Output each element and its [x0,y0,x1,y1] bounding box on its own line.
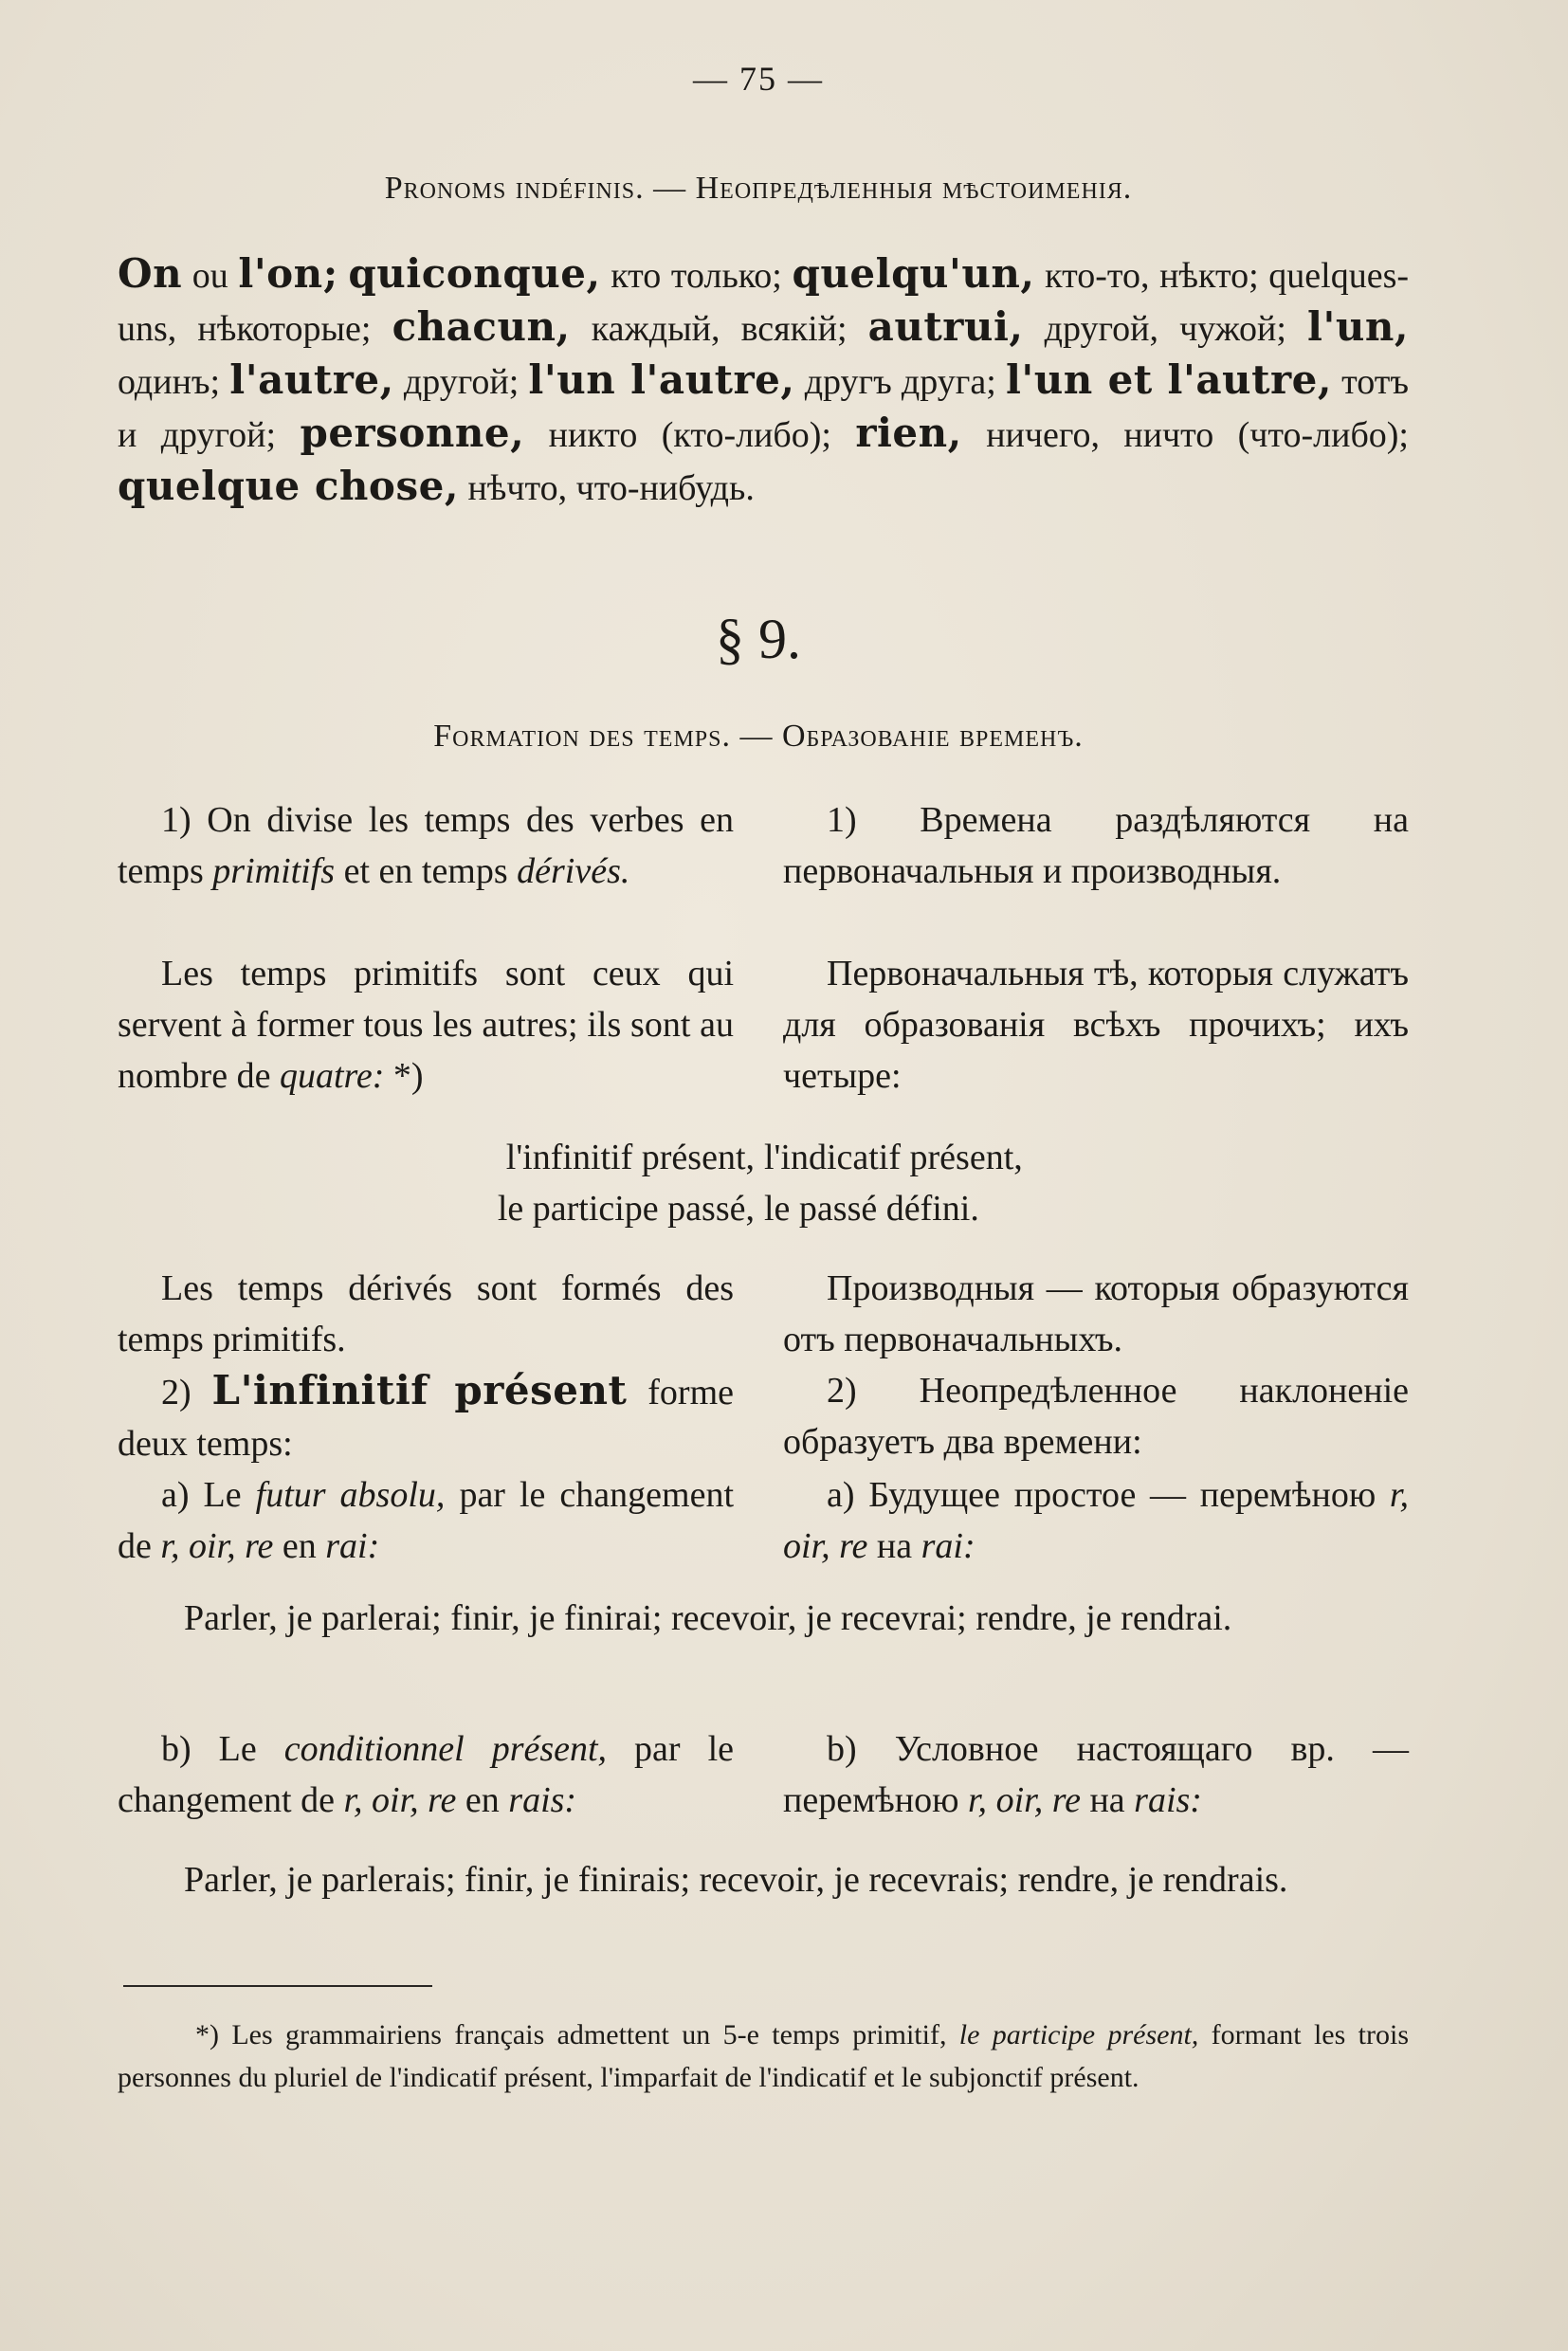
section-number: § 9. [716,608,801,670]
p5-ru-rai: rai: [921,1526,975,1566]
pronoun-term: l'on; [238,250,338,297]
p1-russian [783,794,1409,897]
p2-fr-text-b: *) [384,1056,424,1096]
p5-ru-oir: oir, [783,1526,830,1566]
pronoun-translation [338,256,349,296]
p5-russian [783,1469,1409,1572]
p6-ru-r: r, [967,1780,988,1820]
pronoun-term: rien, [855,410,962,456]
primitive-tense-4: le passé défini. [764,1189,979,1229]
pronoun-term: On [118,250,183,297]
pronoun-term: l'un, [1307,303,1410,350]
formation-heading: Formation des temps. — Образованіе временъ. [433,719,1084,754]
p6-ru-na: на [1080,1780,1135,1820]
primitive-tense-2: l'indicatif présent, [764,1138,1023,1177]
p4-ru-text: 2) Неопредѣленное наклоненіе образуетъ два времени: [783,1371,1409,1462]
primitive-tenses-list [0,1132,1568,1234]
p4-russian [783,1365,1409,1467]
pronoun-term: l'un et l'autre, [1005,356,1332,403]
footnote [118,2014,1409,2099]
pronoun-translation: никто (кто-либо); [524,415,856,455]
p5-fr-text-b: par le changement de [118,1475,735,1566]
p1-fr-text-b: et en temps [335,851,518,891]
pronoun-translation: тотъ и другой; [118,362,1409,455]
p4-french [118,1365,734,1469]
primitive-tense-3: le participe passé, [497,1189,755,1229]
p6-ru-re: re [1051,1780,1081,1820]
p6-ru-oir: oir, [995,1780,1044,1820]
p4-fr-text: forme deux temps: [118,1373,735,1464]
pronoun-term: quelqu'un, [792,250,1035,297]
p6-fr-r: r, [343,1780,363,1820]
p5-fr-en: en [273,1526,326,1566]
p6-russian [783,1723,1409,1826]
p6-french [118,1723,734,1826]
p5-fr-r: r, [160,1526,180,1566]
p5-fr-oir: oir, [188,1526,236,1566]
p6-fr-oir: oir, [372,1780,419,1820]
pronoun-translation: каждый, всякій; [570,309,868,349]
pronoun-term: personne, [300,410,525,456]
pronoun-translation: ничего, ничто (что-либо); [961,415,1409,455]
p5-ru-r: r, [1389,1475,1409,1515]
example-conditionnel: Parler, je parlerais; finir, je finirais; recevoir, je recevrais; rendre, je rendrais. [184,1860,1288,1900]
pronoun-translation: кто-то, нѣкто; quelques-uns, нѣкоторые; [118,256,1410,349]
page-number: — 75 — [693,60,824,98]
pronoun-translation: другъ друга; [794,362,1006,402]
footnote-divider [123,1985,432,1987]
pronouns-heading: Pronoms indéfinis. — Неопредѣленныя мѣстоименія. [384,171,1133,206]
footnote-text-b: formant les trois personnes du pluriel de l'indicatif présent, l'imparfait de l'indicatif et le subjonctif présent. [118,2019,1409,2093]
pronoun-term: l'un l'autre, [528,356,795,403]
pronoun-translation: другой; [393,362,529,402]
p6-fr-text-b: par le changement de [118,1729,734,1820]
pronoun-translation: кто только; [600,256,793,296]
p5-fr-text-a: a) Le [161,1475,256,1515]
p6-fr-en: en [456,1780,509,1820]
example-futur: Parler, je parlerai; finir, je finirai; recevoir, je recevrai; rendre, je rendrai. [184,1598,1232,1638]
p3-ru-text: Производныя — которыя образуются отъ первоначальныхъ. [783,1268,1409,1359]
pronoun-term: quelque chose, [118,463,459,509]
p5-fr-italic: futur absolu, [255,1475,446,1515]
p6-fr-rais: rais: [508,1780,577,1820]
footnote-text-a: *) Les grammairiens français admettent un 5-e temps primitif, [195,2019,959,2050]
p3-french [118,1263,734,1365]
pronoun-translation: одинъ; [118,362,230,402]
p2-fr-italic: quatre: [279,1056,385,1096]
footnote-italic: le participe présent, [958,2019,1199,2050]
p6-ru-rais: rais: [1134,1780,1202,1820]
primitive-tense-1: l'infinitif présent, [505,1138,755,1177]
pronoun-term: chacun, [392,303,571,350]
pronoun-term: l'autre, [229,356,394,403]
p4-fr-bold-term: L'infinitif présent [211,1367,628,1413]
p5-french [118,1469,734,1572]
p6-ru-text: b) Условное настоящаго вр. — перемѣною [783,1729,1409,1820]
pronoun-term: autrui, [867,303,1024,350]
p6-fr-re: re [428,1780,457,1820]
p2-russian [783,948,1409,1102]
p5-fr-rai: rai: [325,1526,380,1566]
p5-ru-re: re [839,1526,868,1566]
p6-fr-text-a: b) Le [161,1729,284,1769]
p2-ru-text: Первоначальныя тѣ, которыя служатъ для образованія всѣхъ прочихъ; ихъ четыре: [783,954,1409,1096]
p3-russian [783,1263,1409,1365]
p1-ru-text: 1) Времена раздѣляются на первоначальныя и производныя. [783,800,1409,891]
p5-ru-text: a) Будущее простое — перемѣною [827,1475,1390,1515]
pronoun-term: quiconque, [348,250,601,297]
p2-french [118,948,734,1102]
pronoun-translation: нѣчто, что-нибудь. [458,468,755,508]
p1-fr-text-a: 1) On divise les temps des verbes en temps [118,800,734,891]
pronoun-translation: другой, чужой; [1023,309,1307,349]
p5-ru-na: на [867,1526,921,1566]
pronouns-paragraph [118,248,1409,514]
p1-fr-italic-a: primitifs [212,851,336,891]
pronoun-translation: ou [182,256,239,296]
p5-fr-re: re [245,1526,274,1566]
p1-fr-italic-b: dérivés. [517,851,630,891]
p4-fr-number: 2) [161,1373,212,1412]
p6-fr-italic: conditionnel présent, [283,1729,608,1769]
p1-french [118,794,734,897]
p3-fr-text: Les temps dérivés sont formés des temps primitifs. [118,1268,734,1359]
p2-fr-text-a: Les temps primitifs sont ceux qui servent à former tous les autres; ils sont au nombre de [118,954,734,1096]
